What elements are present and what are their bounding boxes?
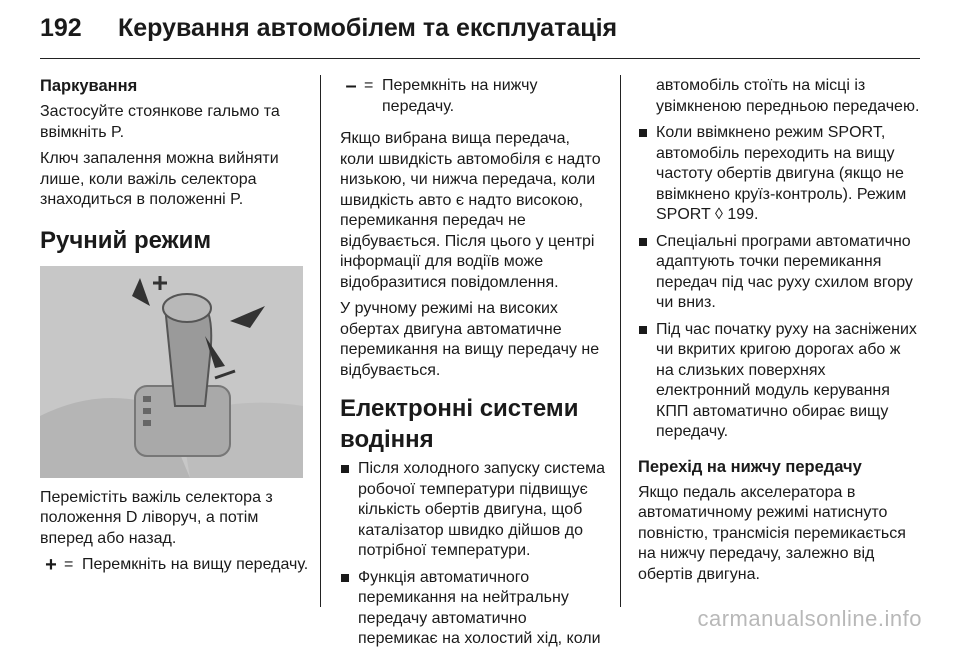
page-number: 192 — [40, 14, 82, 42]
parking-paragraph-2: Ключ запалення можна вийняти лише, коли важіль селектора знаходиться в положенні P. — [40, 150, 279, 208]
manual-high-rpm-paragraph: У ручному режимі на високих обертах двигуна автоматичне перемикання на вищу передачу не відбувається. — [340, 300, 600, 379]
gear-selector-illustration — [40, 266, 303, 478]
parking-heading: Паркування — [40, 77, 138, 95]
legend-equals: = — [64, 556, 74, 573]
legend-downshift-text: Перемкніть на нижчу передачу. — [382, 77, 538, 115]
column-1 — [40, 76, 310, 582]
header-divider — [40, 58, 920, 59]
list-item: Коли ввімкнено режим SPORT, автомобіль переходить на вищу частоту обертів двигуна (якщо не ввімкнено круїз-контроль). Режим SPORT ◊ 199. — [638, 123, 920, 226]
legend-upshift — [40, 555, 310, 576]
list-item: Спеціальні програми автоматично адаптують точки перемикання передач під час руху схилом вгору чи вниз. — [638, 232, 920, 314]
minus-icon: – — [345, 75, 357, 97]
watermark: carmanualsonline.info — [697, 606, 922, 631]
column-3 — [638, 76, 920, 591]
parking-paragraph-1: Застосуйте стоянкове гальмо та ввімкніть P. — [40, 103, 280, 141]
page-title: Керування автомобілем та експлуатація — [118, 14, 618, 42]
list-item: Функція автоматичного перемикання на нейтральну передачу автоматично перемикає на холостий хід, коли — [340, 568, 608, 650]
downshift-paragraph: Якщо педаль акселератора в автоматичному режимі натиснуто повністю, трансмісія перемикається на нижчу передачу, залежно від обертів двигуна. — [638, 483, 906, 583]
column-divider-2 — [620, 75, 621, 607]
legend-equals: = — [364, 77, 374, 94]
shift-restriction-paragraph: Якщо вибрана вища передача, коли швидкість автомобіля є надто низькою, чи нижча передача, коли швидкість авто є надто високою, перемикання передач не відбувається. Після цього у центрі інформації для водіїв може відобразитися повідомлення. — [340, 130, 601, 291]
gear-lever-icon — [40, 266, 303, 478]
selector-instruction: Перемістіть важіль селектора з положення D ліворуч, а потім вперед або назад. — [40, 488, 273, 547]
page-header — [40, 14, 920, 54]
legend-upshift-text: Перемкніть на вищу передачу. — [82, 556, 309, 573]
plus-icon: + — [45, 554, 57, 576]
legend-downshift — [340, 76, 608, 117]
list-item: Після холодного запуску система робочої температури підвищує кількість обертів двигуна, щоб каталізатор швидко дійшов до потрібної температури. — [340, 459, 608, 562]
column-divider-1 — [320, 75, 321, 607]
manual-mode-heading: Ручний режим — [40, 226, 212, 254]
electronic-systems-heading: Електронні системи водіння — [340, 395, 579, 453]
bullet-continuation: автомобіль стоїть на місці із увімкненою передньою передачею. — [656, 77, 920, 115]
column-2 — [340, 76, 608, 656]
downshift-heading: Перехід на нижчу передачу — [638, 457, 862, 476]
list-item: Під час початку руху на засніжених чи вкритих кригою дорогах або ж на слизьких поверхнях електронний модуль керування КПП автоматично обирає вищу передачу. — [638, 320, 920, 443]
